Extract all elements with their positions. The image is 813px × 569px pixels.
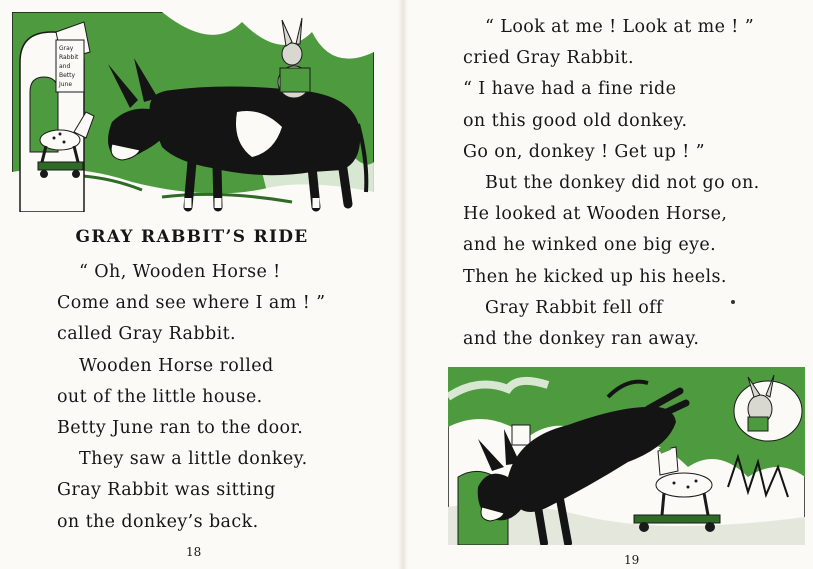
- sign-text-5: June: [59, 81, 73, 88]
- text-line: “ Look at me ! Look at me ! ”: [485, 17, 755, 37]
- text-line: out of the little house.: [57, 386, 263, 407]
- book-gutter: [398, 0, 408, 569]
- text-line: on this good old donkey.: [463, 110, 688, 131]
- story-title: GRAY RABBIT’S RIDE: [75, 227, 309, 247]
- text-line: cried Gray Rabbit.: [463, 48, 634, 69]
- illustration-donkey-kicking: [448, 367, 805, 545]
- text-line: Come and see where I am ! ”: [57, 293, 326, 314]
- illustration-donkey-with-rabbit: [12, 12, 374, 212]
- page-number-right: 19: [624, 553, 640, 567]
- page-number-left: 18: [186, 545, 202, 559]
- left-page-text: [57, 257, 325, 538]
- text-line: Gray Rabbit was sitting: [57, 480, 276, 501]
- text-line: They saw a little donkey.: [79, 449, 308, 470]
- text-line: “ Oh, Wooden Horse !: [79, 262, 281, 282]
- sign-text-2: Rabbit: [59, 54, 79, 61]
- text-line: Go on, donkey ! Get up ! ”: [463, 141, 705, 162]
- sign-text-1: Gray: [59, 45, 74, 52]
- sign-text-3: and: [59, 63, 71, 70]
- text-line: Wooden Horse rolled: [79, 355, 274, 376]
- text-line: on the donkey’s back.: [57, 511, 259, 532]
- text-line: and he winked one big eye.: [463, 235, 717, 256]
- text-line: Then he kicked up his heels.: [463, 266, 727, 287]
- text-line: He looked at Wooden Horse,: [463, 204, 728, 225]
- text-line: Betty June ran to the door.: [57, 417, 304, 438]
- right-page-text: [463, 12, 760, 355]
- text-line: But the donkey did not go on.: [485, 172, 760, 193]
- sign-text-4: Betty: [59, 72, 76, 79]
- ink-speck: [731, 300, 735, 304]
- text-line: “ I have had a fine ride: [463, 79, 677, 100]
- text-line: and the donkey ran away.: [463, 328, 700, 349]
- text-line: Gray Rabbit fell off: [485, 297, 663, 318]
- text-line: called Gray Rabbit.: [57, 324, 236, 345]
